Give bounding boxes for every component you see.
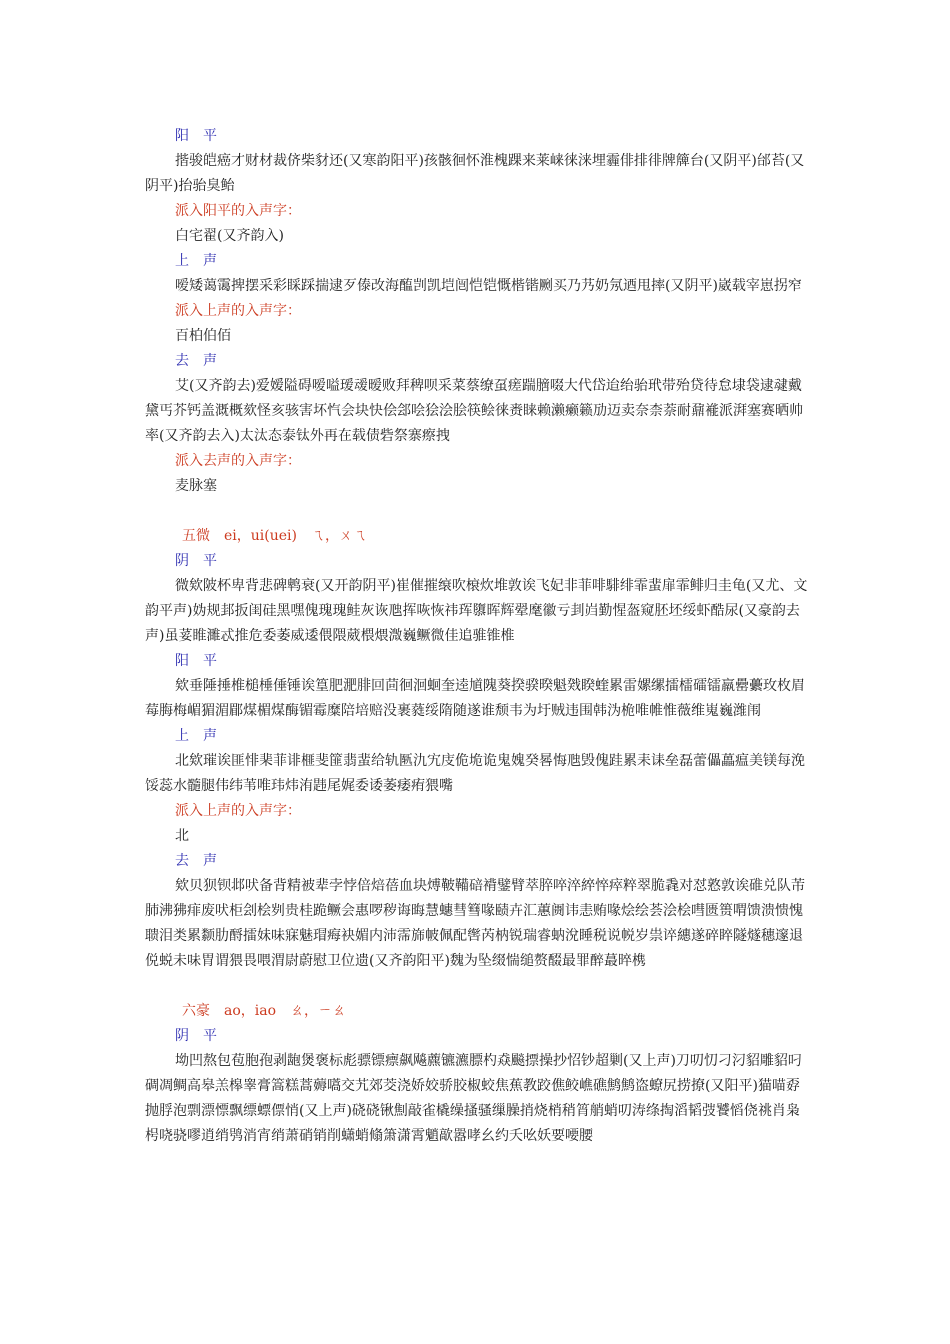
- entering-tone-label: 派入上声的入声字：: [175, 803, 301, 819]
- section-heading-name: 五微: [182, 528, 210, 544]
- tone-label: 阳 平: [175, 653, 217, 669]
- tone-label: 上 声: [175, 728, 217, 744]
- character-list: 揩骏皑癌才财材裁侪柴豺还(又寒韵阳平)孩骸徊怀淮槐踝来莱崃徕涞埋霾俳排徘牌簰台(又阴平)邰苔(又阴平)抬骀臭鲐: [145, 153, 805, 194]
- tone-label: 去 声: [175, 853, 217, 869]
- section-heading-zhuyin: ㄠ，ㄧㄠ: [290, 1003, 347, 1019]
- character-list: 坳凹熬包苞胞孢剥龅煲褒标彪骠镖瘭飙飚藨镳瀌膘杓猋飈摽操抄怊钞超剿(又上声)刀叨忉刁汈貂雕貂叼碉凋鲷高皋羔槔睾膏篙糕蒿薅嚆交艽郊茭浇娇姣骄胶椒蛟焦蕉教跤僬鲛嶕礁鹪鹪盗蟟尻捞撩(又阳平)猫喵孬抛脬泡剽漂慓飘缥螵僄悄(又上声)硗硗锹劁敲雀橇缲搔骚缫臊捎烧梢稍筲艄蛸叨涛绦掏滔韬弢饕慆侥祧肖枭枵哓骁嘐逍绡鸮消宵绡萧硝销削蟏蛸翛箫潇霄魈歊嚣哮幺约夭吆妖要喓腰: [145, 1053, 802, 1144]
- character-list: 欸垂陲捶椎槌棰倕锤诶篁肥淝腓回茴徊洄蛔奎逵馗隗葵揆骙暌魁戣睽蝰累雷嫘缧擂檑礌镭羸罍虆玫枚眉莓脢梅嵋猸湄郿煤楣煤酶镅霉糜陪培赔没裹蕤绥隋随遂谁颓韦为圩贼违围韩沩桅唯帷惟薇维嵬巍潍闱: [145, 678, 805, 719]
- tone-label: 上 声: [175, 253, 217, 269]
- tone-label: 去 声: [175, 353, 217, 369]
- character-list: 艾(又齐韵去)爱嫒隘碍嗳嗌瑷叆暧败拜稗呗采菜蔡缭虿瘥踹膪啜大代岱迨绐骀玳带殆贷待怠埭袋逮叇戴黛丐芥钙盖溉概欬怪亥骇害坏忾会块快侩郐哙狯浍脍筷鲙徕赉睐赖濑癞籁劢迈卖奈柰萘耐鼐褦派湃塞赛晒帅率(又齐韵去入)太汰态泰钛外再在载债砦祭寨瘵拽: [145, 378, 803, 444]
- section-heading: [145, 999, 813, 1024]
- character-list: 微欸陂杯卑背悲碑鹎衰(又开韵阴平)崔催摧缞吹榱炊堆敦诶飞妃非菲啡騑绯霏蜚扉霏鲱归圭龟(又尤、文韵平声)妫规邽扳闺硅黑嘿傀瑰瑰鲑灰诙虺挥咴恢祎珲隳晖辉翚麾徽亏刲岿勤惺盔窥胚坯绥虾酷尿(又豪韵去声)虽荽睢濉忒推危委萎威逶偎隈葳椳煨溦巍鳜微佳追骓锥椎: [145, 578, 808, 644]
- section-heading: [145, 524, 813, 549]
- tone-label: 阴 平: [175, 1028, 217, 1044]
- tone-label: 阳 平: [175, 128, 217, 144]
- document-page: [145, 124, 813, 1149]
- character-list: 北欸璀诶匪悱棐菲诽榧斐篚翡蜚给轨匦氿宄庋佹垝诡鬼媿癸晷悔虺毁傀跬累耒诔垒磊蕾儡藟瘟美镁每浼馁蕊水髓腿伟纬苇唯玮炜洧韪尾娓委诿萎痿痏猥嘴: [145, 753, 805, 794]
- section-heading-pinyin: ei，ui(uei): [224, 528, 297, 544]
- character-list: 嗳矮蔼霭捭摆采彩睬踩揣逮歹傣改海醢剀凯垲闿恺铠慨楷锴劂买乃艿奶氖迺甩摔(又阴平)崴载宰崽拐窄: [175, 278, 802, 294]
- entering-tone-label: 派入阳平的入声字：: [175, 203, 301, 219]
- section-heading-pinyin: ao，iao: [224, 1003, 277, 1019]
- entering-tone-characters: 麦脉塞: [175, 478, 217, 494]
- entering-tone-characters: 百柏伯佰: [175, 328, 231, 344]
- entering-tone-label: 派入去声的入声字：: [175, 453, 301, 469]
- section-heading-name: 六豪: [182, 1003, 210, 1019]
- entering-tone-characters: 北: [175, 828, 189, 844]
- entering-tone-characters: 白宅翟(又齐韵入): [175, 228, 284, 244]
- entering-tone-label: 派入上声的入声字：: [175, 303, 301, 319]
- character-list: 欸贝狈钡邶吠备背精被辈孛悖倍焙蓓血块煿鞁鞴碚褙鐾臂萃脺啐淬綷悴瘁粹翠脆毳对怼憝敦诶碓兑队芾肺沸狒痱废吠柜刽桧刿贵桂跪鳜会惠啰秽诲晦慧蟪彗篲喙赜卉汇蕙阓讳恚贿喙烩绘荟浍桧嘒匮篑喟馈溃愦愧聩泪类累颣肋酹擂妹味寐魅瑁痗袂媚内沛霈旆帔佩配辔芮枘锐瑞睿蚋涗睡税说帨岁祟谇繐遂碎睟隧燧穗邃退侻蜕未味胃谓猥畏喂渭尉蔚慰卫位遗(又齐韵阳平)魏为坠缀惴缒赘醊最罪醉蕞晬槜: [145, 878, 805, 969]
- tone-label: 阴 平: [175, 553, 217, 569]
- section-heading-zhuyin: ㄟ，ㄨㄟ: [310, 528, 367, 544]
